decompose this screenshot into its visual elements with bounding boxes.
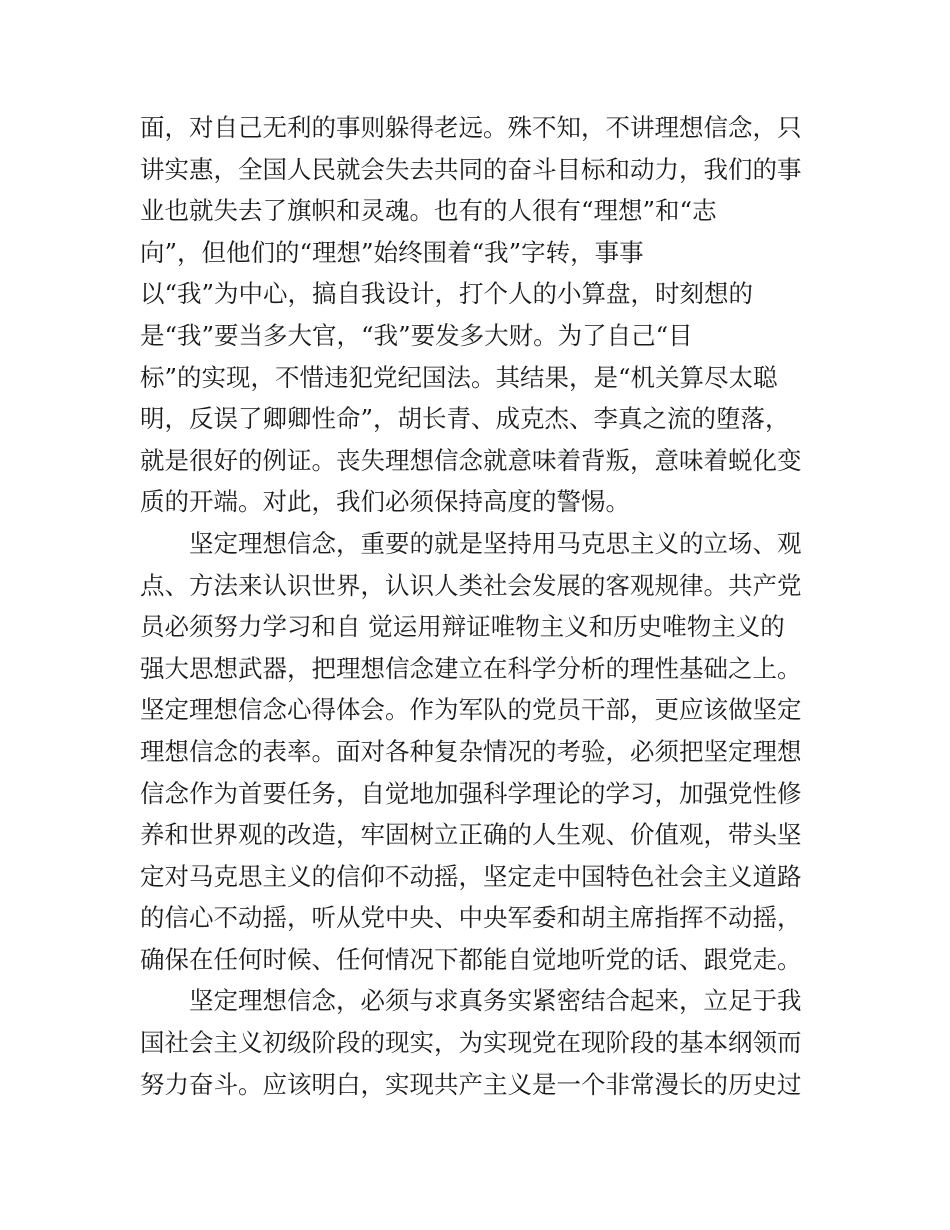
text-line: 是“我”要当多大官，“我”要发多大财。为了自己“目 bbox=[140, 320, 693, 350]
text-line: 国社会主义初级阶段的现实，为实现党在现阶段的基本纲领而 bbox=[140, 1028, 802, 1058]
text-line: 强大思想武器，把理想信念建立在科学分析的理性基础之上。 bbox=[140, 653, 802, 683]
text-line: 点、方法来认识世界，认识人类社会发展的客观规律。共产党 bbox=[140, 570, 802, 600]
text-line: 坚定理想信念心得体会。作为军队的党员干部，更应该做坚定 bbox=[140, 695, 802, 725]
text-line: 向”，但他们的“理想”始终围着“我”字转，事事 bbox=[140, 237, 644, 267]
text-line: 理想信念的表率。面对各种复杂情况的考验，必须把坚定理想 bbox=[140, 736, 802, 766]
text-line: 坚定理想信念，必须与求真务实紧密结合起来，立足于我 bbox=[189, 986, 802, 1016]
text-line: 员必须努力学习和自 觉运用辩证唯物主义和历史唯物主义的 bbox=[140, 612, 785, 642]
document-body bbox=[140, 107, 820, 1105]
text-line: 标”的实现，不惜违犯党纪国法。其结果，是“机关算尽太聪 bbox=[140, 362, 778, 392]
text-line: 定对马克思主义的信仰不动摇，坚定走中国特色社会主义道路 bbox=[140, 861, 802, 891]
text-line: 明，反误了卿卿性命”，胡长青、成克杰、李真之流的堕落， bbox=[140, 404, 790, 434]
paragraph-1 bbox=[140, 107, 820, 523]
text-line: 就是很好的例证。丧失理想信念就意味着背叛，意味着蜕化变 bbox=[140, 445, 802, 475]
text-line: 业也就失去了旗帜和灵魂。也有的人很有“理想”和“志 bbox=[140, 196, 717, 226]
text-line: 坚定理想信念，重要的就是坚持用马克思主义的立场、观 bbox=[189, 528, 802, 558]
paragraph-2 bbox=[140, 523, 820, 981]
text-line: 以“我”为中心，搞自我设计，打个人的小算盘，时刻想的 bbox=[140, 279, 754, 309]
paragraph-3 bbox=[140, 980, 820, 1105]
text-line: 面，对自己无利的事则躲得老远。殊不知，不讲理想信念，只 bbox=[140, 113, 802, 142]
text-line: 质的开端。对此，我们必须保持高度的警惕。 bbox=[140, 487, 630, 517]
text-line: 信念作为首要任务，自觉地加强科学理论的学习，加强党性修 bbox=[140, 778, 802, 808]
text-line: 的信心不动摇，听从党中央、中央军委和胡主席指挥不动摇， bbox=[140, 903, 802, 933]
text-line: 讲实惠，全国人民就会失去共同的奋斗目标和动力，我们的事 bbox=[140, 154, 802, 184]
text-line: 努力奋斗。应该明白，实现共产主义是一个非常漫长的历史过 bbox=[140, 1069, 802, 1099]
text-line: 确保在任何时候、任何情况下都能自觉地听党的话、跟党走。 bbox=[140, 944, 802, 974]
text-line: 养和世界观的改造，牢固树立正确的人生观、价值观，带头坚 bbox=[140, 820, 802, 850]
